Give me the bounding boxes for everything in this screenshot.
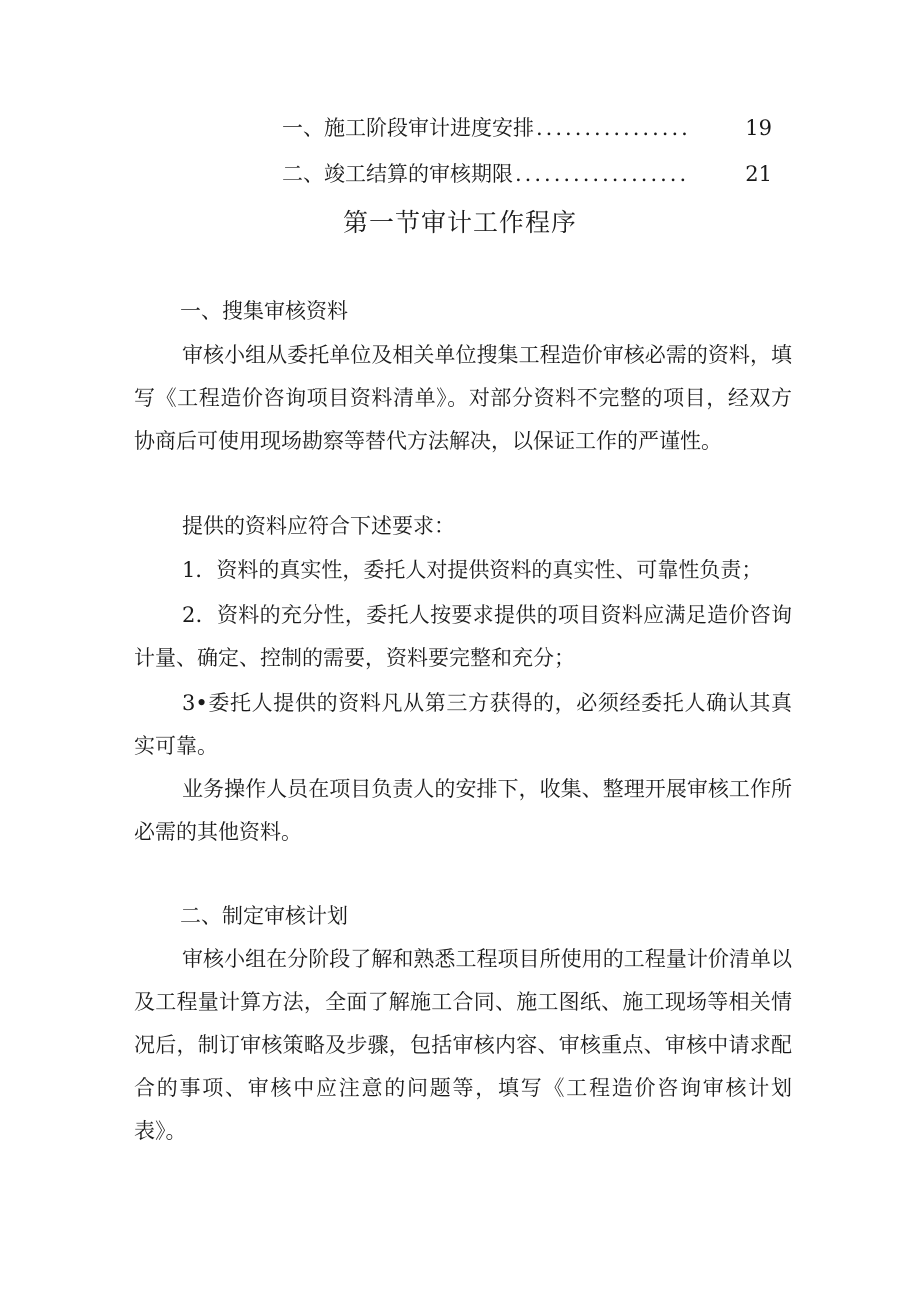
paragraph: 业务操作人员在项目负责人的安排下，收集、整理开展审核工作所必需的其他资料。: [134, 777, 792, 844]
toc-leader-dots: ..................: [515, 162, 690, 186]
paragraph: 提供的资料应符合下述要求：: [182, 514, 455, 538]
toc-page-number: 19: [745, 116, 772, 140]
paragraph: 审核小组从委托单位及相关单位搜集工程造价审核必需的资料，填写《工程造价咨询项目资料清单》。对部分资料不完整的项目，经双方协商后可使用现场勘察等替代方法解决，以保证工作的严谨性。: [134, 343, 792, 453]
toc-entry-text: 二、竣工结算的审核期限: [282, 162, 513, 186]
toc-entry-text: 一、施工阶段审计进度安排: [282, 116, 534, 140]
section-title: 第一节审计工作程序: [342, 208, 577, 237]
paragraph: 审核小组在分阶段了解和熟悉工程项目所使用的工程量计价清单以及工程量计算方法，全面了解施工合同、施工图纸、施工现场等相关情况后，制订审核策略及步骤，包括审核内容、审核重点、审核中请求配合的事项、审核中应注意的问题等，填写《工程造价咨询审核计划表》。: [134, 947, 792, 1143]
requirement-item: 2．资料的充分性，委托人按要求提供的项目资料应满足造价咨询计量、确定、控制的需要，资料要完整和充分；: [134, 603, 792, 670]
requirement-item: 1．资料的真实性，委托人对提供资料的真实性、可靠性负责；: [182, 558, 763, 582]
toc-entry[interactable]: [282, 158, 772, 188]
requirement-item: 3•委托人提供的资料凡从第三方获得的，必须经委托人确认其真实可靠。: [134, 691, 792, 758]
toc-page-number: 21: [745, 162, 772, 186]
toc-entry[interactable]: [282, 112, 772, 142]
subsection-heading: 二、制定审核计划: [180, 904, 348, 928]
subsection-heading: 一、搜集审核资料: [180, 299, 348, 323]
toc-leader-dots: ................: [536, 116, 691, 140]
